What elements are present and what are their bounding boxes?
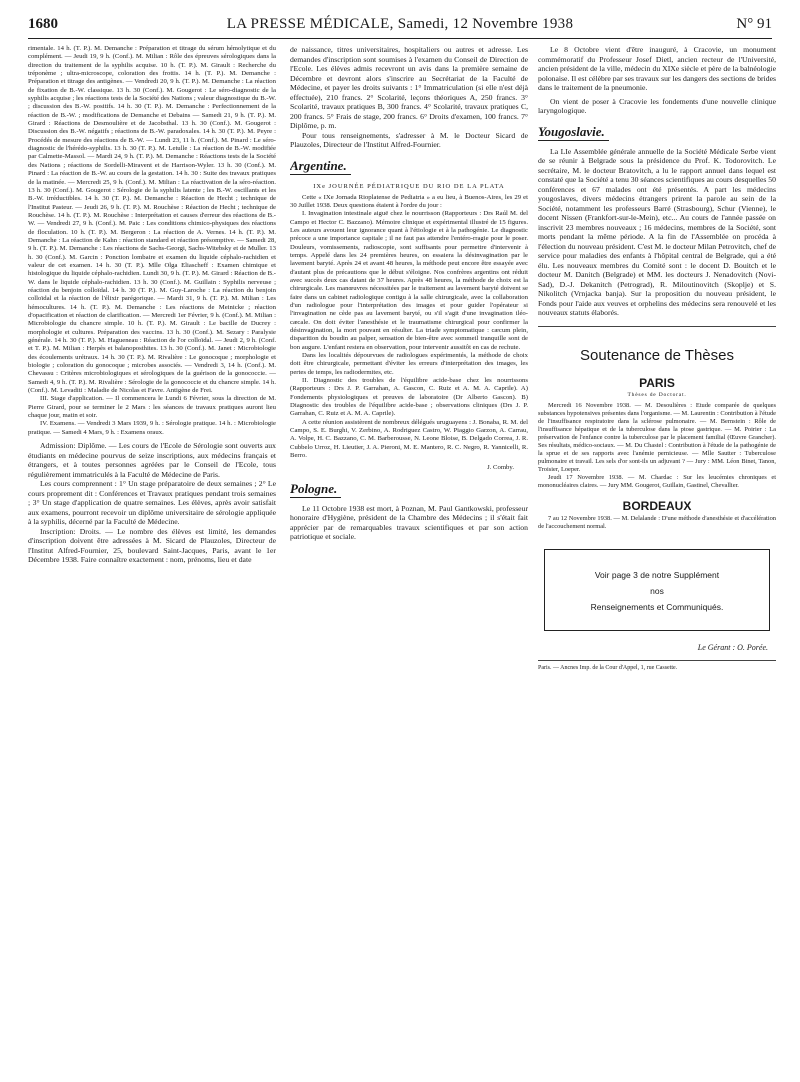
cracovie-monument-text: Le 8 Octobre vient d'être inauguré, à Cracovie, un monument commémoratif du Professeur Josef Dietl, ancien recteur de l'Université, ancien président de la ville, médecin du XIXe siècle et père de la balnéologie polonaise. Il est célèbre par ses travaux sur les dangers des sections de brides dans le traitement de la pneumonie. <box>538 45 776 92</box>
page-header <box>28 16 772 39</box>
pologne-heading: Pologne. <box>290 481 341 498</box>
argentine-subheading: IXe JOURNÉE PÉDIATRIQUE DU RIO DE LA PLATA <box>313 182 505 190</box>
pologne-text: Le 11 Octobre 1938 est mort, à Poznan, M. Paul Gantkowski, professeur honoraire d'Hygiène, président de la Chambre des Médecins ; il s'était fait apprécier par de remarquables travaux scientifiques et par son action patriotique et sociale. <box>290 503 528 541</box>
admission-text: Admission: Diplôme. — Les cours de l'Ecole de Sérologie sont ouverts aux étudiants en médecine pourvus de seize inscriptions, aux médecins français et étrangers, et à toutes personnes agréées par le Conseil de l'Ecole, tous régulièrement immatriculés à la Faculté de Médecine de Paris. <box>28 441 276 479</box>
signature: J. Comby. <box>487 463 514 471</box>
inscription-text: Inscription: Droits. — Le nombre des élèves est limité, les demandes d'inscription doivent être adressées à M. Sicard de Plauzoles, Directeur de l'Institut Alfred-Fournier, 25, boulevard Saint-Jacques, Paris, avant le 1er Décembre 1938. Faire connaître exactement : nom, prénoms, lieu et date <box>28 526 276 565</box>
page-number: 1680 <box>28 16 58 32</box>
argentine-question-2: II. Diagnostic des troubles de l'équilibre acide-base chez les nourrissons (Rapporteurs : Drs J. P. Garrahan, A. Gascon, C. Ruiz et A. M. A. Caprile). A) Fondements physiologiques et preuves de laboratoire (Dr Alberto Gascon). B) Diagnostic des troubles de l'équilibre acide-base ; observations cliniques (Drs J. P. Garrahan, C. Ruiz et A. M. A. Caprile). <box>290 377 528 418</box>
stage-application-text: III. Stage d'application. — Il commencera le Lundi 6 Février, sous la direction de M. Pierre Girard, pour se terminer le 2 Mars : les séances de travaux pratiques auront lieu chaque jour, matin et soir. <box>28 395 276 420</box>
these-entry: Jeudi 17 Novembre 1938. — M. Chardac : Sur les leucémies chroniques et mononucléaires claires. — Jury MM. Gougerot, Guillain, Gastinel, Chevallier. <box>538 474 776 490</box>
argentine-question-1: I. Invagination intestinale aiguë chez le nourrisson (Rapporteurs : Drs Raúl M. del Campo et Hector C. Bazzano). Mémoire clinique et expérimental illustré de 15 figures. Les auteurs avouent leur ignorance quant à l'étiologie et à la pathogénie. Le diagnostic précoce a une importance capitale ; il ne faut pas attendre l'entéro-rragie pour le poser. Douleurs, vomissements, radioscopie, sont suffisants pour permettre d'intervenir à temps. Appelé dans les 24 premières heures, on essaiera la désinvagination par le lavement baryté. Après 24 et avant 48 heures, la méthode peut encore être essayée avec d'autant plus de précautions que le début s'éloigne. Nos confrères argentins ont réduit avec succès deux cas datant de 37 heures. Après 48 heures, la méthode de choix est la chirurgicale. Les manœuvres nécessitées par le traitement au lavement baryté doivent se faire dans un cabinet radiologique contigu à la salle chirurgicale, avec la collaboration d'un radiologue pour l'interprétation des images et pour guider l'opérateur si l'invagination ne cède pas au lavement baryté, ou s'il s'agit d'une invagination iléo-cæcale. On doit éviter l'anesthésie et le traumatisme chirurgical pour confirmer la désinvagination, la mort pouvant en résulter. La triade symptomatique : cæcum plein, disparition du boudin au palper, sensation de bien-être avec sommeil tranquille sont de bon augure. L'enfant restera en observation, pour intervenir aussitôt en cas de rechute. <box>290 210 528 351</box>
argentine-radiologues: Dans les localités dépourvues de radiologues expérimentés, la méthode de choix doit être chirurgicale, permettant d'éviter les erreurs d'interprétation des images, les pertes de temps, les radiodermites, etc. <box>290 352 528 376</box>
course-schedule-text: rimentale. 14 h. (T. P.). M. Demanche : Préparation et titrage du sérum hémolytique et du complément. — Jeudi 19, 9 h. (Conf.). M. Milian : Rôle des épreuves sérologiques dans la direction du traitement de la syphilis acquise. 10 h. (T. P.). M. Girault : Recherche du tréponème ; ultra-microscope, coloration des frottis. 14 h. (T. P.). M. Demanche : Préparation et titrage des antigènes. — Vendredi 20, 9 h. (T. P.). M. Demanche : La réaction de fixation de B.-W. classique. 13 h. 30 (Conf.). M. Gougerot : Le séro-diagnostic de la syphilis acquise ; les réactions tests de la Société des Nations ; valeur diagnostique du B.-W. ; discussion des B.-W. positifs. 14 h. 30 (T. P.). M. Demanche : Perfectionnement de la réaction de B.-W. ; modifications de Demanche et Debains — Samedi 21, 9 h. (T. P.). M. Girard : Réactions de Desmoulière et de Jacobsthal. 13 h. 30 (Conf.). M. Gougerot : Discussion des B.-W. négatifs ; réactions de B.-W. paradoxales. 14 h. 30 (T. P.). M. Peyre : Procédés de mesure des réactions de B.-W. — Lundi 23, 11 h. (Conf.). M. Pinard : Le séro-diagnostic de l'hérédo-syphilis. 13 h. 30 (T. P.). M. Letulle : La réaction de B.-W. modifiée par Calmette-Massol. — Mardi 24, 9 h. (T. P.). M. Demanche : Réactions tests de la Société des Nations ; réactions de Sordelli-Miravent et de Harrison-Wyler. 13 h. 30 (Conf.). M. Pinard : La réaction de B.-W. au cours de la gestation. 14 h. 30 : Suite des travaux pratiques de la matinée. — Mercredi 25, 9 h. (Conf.). M. Milian : La réactivation de la séro-réaction. 13 h. 30 (Conf.). M. Gougerot : Sérologie de la syphilis latente ; les B.-W. oscillants et les B.-W. irréductibles. 14 h. 30 (T. P.). M. Demanche : Réaction de Hecht ; technique de l'Institut Pasteur. — Jeudi 26, 9 h. (T. P.). M. Rouchèse : Réaction de Hecht ; technique de Rouchèse. 14 h. (T. P.). M. Rouchèse : Interprétation et causes d'erreur des réactions de B.-W. — Vendredi 27, 9 h. (Conf.). M. Paic : Les conditions chimico-physiques des réactions de floculation. 10 h. (T. P.). M. Bergeron : La réaction de A. Vernes. 14 h. (T. P.). M. Demanche : La réaction de Kahn : réaction standard et réaction présomptive. — Samedi 28, 9 h. (T. P.). M. Demanche : Les réactions de Sachs-Georgi, Sachs-Witebsky et de Muller. 13 h. 30 (Conf.). M. Garcin : Ponction lombaire et examen du liquide céphalo-rachidien et valeur de cet examen. 14 h. 30 (T. P.). Mlle Olga Eliascheff : Examen chimique et histologique du liquide céphalo-rachidien. Lundi 30, 9 h. (T. P.). M. Girard : Réaction de B.-W. dans le liquide céphalo-rachidien. 13 h. 30 (Conf.). M. Guillain : Syphilis nerveuse ; réaction du benjoin colloïdal. 14 h. 30 (T. P.). M. Guy-Laroche : La réaction du benjoin colloïdal et la réaction de l'élixir parégorique. — Mardi 31, 9 h. (T. P.). M. Milian : Les hémocultures. 14 h. (T. P.). M. Demanche : Les réactions de Meinicke ; réaction d'opacification et réaction de clarification. — Mercredi 1er Février, 9 h. (Conf.). M. Milian : Microbiologie du chancre simple. 10 h. (T. P.). M. Girault : Le bacille de Ducrey : morphologie et cultures. Préparation des vaccins. 13 h. 30 (Conf.). M. Sezary : Paralysie générale. 14 h. 30 (T. P.). M. Hagueneau : Réaction de l'or colloïdal. — Jeudi 2, 9 h. (Conf. et T. P.). M. Milian : Herpès et balanoposthites. 13 h. 30 (Conf.). M. Janet : Microbiologie des écoulements urétraux. 14 h. 30 (T. P.). M. Rivalière : Le gonocoque ; morphologie et biologie ; coloration du gonocoque ; microbes associés. — Vendredi 3, 14 h. (Conf.). M. Chevassu : Critères microbiologiques et sérologiques de la guérison de la gonococcie. — Samedi 4, 9 h. (T. P.). M. Rivalière : Sérologie de la gonococcie et du chancre simple. 14 h. (Conf.). M. Levaditi : Maladie de Nicolas et Favre. Antigène de Frei. <box>28 45 276 395</box>
argentine-intro: Cette « IXe Jornada Rioplatense de Pediatria » a eu lieu, à Buenos-Aires, les 29 et 30 Juillet 1938. Deux questions étaient à l'ordre du jour : <box>290 193 528 209</box>
cracovie-clinique-text: On vient de poser à Cracovie les fondements d'une nouvelle clinique laryngologique. <box>538 96 776 115</box>
bordeaux-heading: BORDEAUX <box>622 498 692 513</box>
yougoslavie-heading: Yougoslavie. <box>538 124 609 141</box>
supplement-line: Renseignements et Communiqués. <box>590 601 724 612</box>
imprint-line: Paris. — Ancnes Imp. de la Cour d'Appel, 1, rue Cassette. <box>538 660 776 671</box>
argentine-heading: Argentine. <box>290 158 351 175</box>
cours-text: Les cours comprennent : 1° Un stage préparatoire de deux semaines ; 2° Le cours proprement dit : Conférences et Travaux pratiques pendant trois semaines ; 3° Un stage d'application de quatre semaines. Les élèves, après avoir satisfait aux examens, pourront recevoir un diplôme universitaire de sérologie appliquée à la syphilis, décerné par la Faculté de Médecine. <box>28 479 276 527</box>
journal-title: LA PRESSE MÉDICALE, Samedi, 12 Novembre 1938 <box>226 16 574 32</box>
these-entry: 7 au 12 Novembre 1938. — M. Delalande : D'une méthode d'anesthésie et d'accélération de l'accouchement normal. <box>538 514 776 530</box>
divider <box>538 326 776 327</box>
supplement-box <box>544 549 770 631</box>
theses-heading: Soutenance de Thèses <box>579 346 734 364</box>
paris-subheading: Thèses de Doctorat. <box>627 391 687 398</box>
gerant-line: Le Gérant : O. Porée. <box>697 642 768 652</box>
these-entry: Mercredi 16 Novembre 1938. — M. Desoulières : Etude comparée de quelques substances hypotensives présentes dans l'organisme. — M. Laurentin : Contribution à l'étude de l'insuffisance respiratoire dans la sclérose pulmonaire. — M. Bernstein : Rôle de l'insuffisance hépatique et de la tuberculose dans la ptose gastrique. — M. Poirier : La préservation de l'enfance contre la tuberculose par le placement familial (Œuvre Grancher). Ses résultats, médico-sociaux. — M. Du Chastel : Contribution à l'étude de la pathogénie de la sprue et de ses rapports avec l'anémie pernicieuse. — Mlle Sautter : Tuberculose pulmonaire et travail. Les sels d'or sont-ils un adjuvant ? — Jury : MM. Léon Binet, Tanon, Troisier, Loeper. <box>538 401 776 474</box>
paris-heading: PARIS <box>639 375 675 390</box>
renseignements-text: Pour tous renseignements, s'adresser à M. le Docteur Sicard de Plauzoles, Directeur de l'Institut Alfred-Fournier. <box>290 130 528 149</box>
yougoslavie-text: La LIe Assemblée générale annuelle de la Société Médicale Serbe vient de se réunir à Belgrade sous la présidence du Prof. K. Todorovitch. Le secrétaire, M. le docteur Bratovitch, a lu le rapport annuel dans lequel est constaté que la Société a tenu 30 séances scientifiques au cours desquelles 50 conférences et 67 malades ont été présentés. A part les médecins yougoslaves, divers médecins étrangers prirent la parole au sein de la Société, notamment les professeurs Barré (Strasbourg), Schur (Vienne), le docent Nissen (Frankfort-sur-le-Mein), etc... Au cours de l'année passée on inscrivit 23 membres nouveaux ; 16 médecins, membres de la Société, sont morts pendant la même période. A la fin de l'Assemblée on procéda à l'élection du nouveau président. C'est M. le docteur Milan Petrovitch, chef de service pour maladies des enfants à l'hôpital central de Belgrade, qui a été élu. Les nouveaux membres du Comité sont : le docent D. Bouitch et le docteur M. Danitch (Belgrade) et MM. les docteurs J. Nenadovitch (Novi-Sad), D.-J. Dekanitch (Petrograd), R. Miloutinovitch (Skoplje) et S. Nikolitch (Vrnjacka banja). Sur la proposition du nouveau président, le Fonds pour l'aide aux veuves et orphelins des médecins sera renouvelé et les nouveaux statuts élaborés. <box>538 146 776 317</box>
argentine-delegues: A cette réunion assistèrent de nombreux délégués uruguayens : J. Bonaba, R. M. del Campo, S. E. Burghi, V. Zerbino, A. Rodriguez Castro, W. Piaggio Garzon, A. Carrau, A. Volpe, H. C. Bazzano, C. M. Barberousse, N. Leone Bloise, B. Delgado Correa, J. R. Cubbelo Urroz, H. Lieutier, J. A. Pieroni, M. E. Mantero, R. C. Negro, R. Yannicelli, R. Berro. <box>290 418 528 460</box>
column-left <box>28 45 276 1075</box>
inscription-continued-text: de naissance, titres universitaires, hospitaliers ou autres et adresse. Les demandes d'inscription sont soumises à l'examen du Conseil de Direction de l'Ecole. Les élèves admis recevront un avis dans la première semaine de Décembre et devront alors s'inscrire au Secrétariat de la Faculté de Médecine, et payer les droits suivants : 1° Immatriculation (si elle n'est déjà effectuée), 210 francs. 2° Scolarité, leçons théoriques A, 250 francs. 3° Scolarité, travaux pratiques B, 300 francs. 4° Scolarité, travaux pratiques C, 200 francs. 5° Frais de stage, 200 francs. 6° Droits d'examen, 100 francs. 7° Diplôme, p. m. <box>290 45 528 130</box>
column-middle <box>290 45 528 1075</box>
column-right <box>538 45 776 1075</box>
supplement-line: nos <box>650 585 664 596</box>
issue-number: N° 91 <box>736 16 772 32</box>
supplement-line: Voir page 3 de notre Supplément <box>594 569 720 580</box>
examens-text: IV. Examens. — Vendredi 3 Mars 1939, 9 h. : Sérologie pratique. 14 h. : Microbiologie pratique. — Samedi 4 Mars, 9 h. : Examens oraux. <box>28 420 276 436</box>
